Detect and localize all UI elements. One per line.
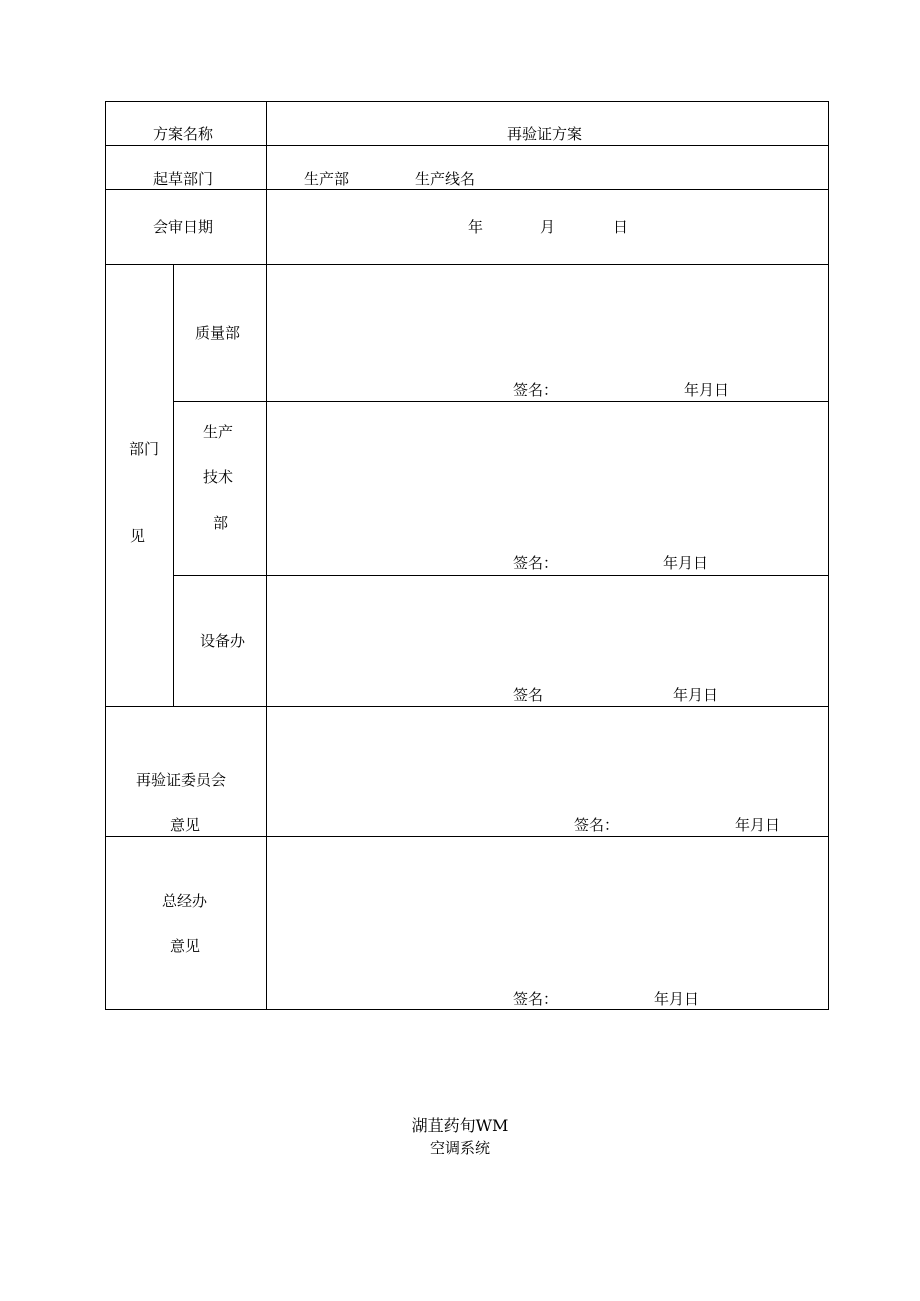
equipment-office-label: 设备办 [200,632,246,650]
plan-name-value: 再验证方案 [507,125,583,143]
prod-tech-label-line3: 部 [213,514,229,532]
dept-opinion-label-suffix: 见 [130,527,146,545]
gm-sign-date: 年月日 [654,990,700,1008]
row-divider [173,401,829,402]
row-divider [105,145,829,146]
prod-tech-sign-label: 签名： [513,554,559,572]
committee-label-suffix: 意见 [170,816,201,834]
review-date-year: 年 [468,218,484,236]
quality-sign-date: 年月日 [684,381,730,399]
gm-sign-label: 签名： [513,990,559,1008]
committee-label: 再验证委员会 [136,771,227,789]
equipment-sign-label: 签名 [513,686,544,704]
plan-name-label: 方案名称 [153,125,214,143]
draft-dept-value: 生产部 [304,170,350,188]
gm-office-label: 总经办 [162,892,208,910]
committee-sign-date: 年月日 [735,816,781,834]
prod-tech-label-line2: 技术 [203,468,234,486]
row-divider [173,575,829,576]
row-divider [105,264,829,265]
footer-line-1: 湖苴药旬WM [411,1116,509,1135]
prod-tech-sign-date: 年月日 [663,554,709,572]
quality-dept-label: 质量部 [195,324,241,342]
review-form-table [105,101,829,1010]
gm-office-label-suffix: 意见 [170,937,201,955]
equipment-sign-date: 年月日 [673,686,719,704]
row-divider [105,836,829,837]
row-divider [105,706,829,707]
review-date-day: 日 [613,218,629,236]
row-divider [105,189,829,190]
quality-sign-label: 签名： [513,381,559,399]
draft-dept-label: 起草部门 [153,170,214,188]
page-footer [0,1115,920,1159]
review-date-label: 会审日期 [153,218,214,236]
prod-tech-label-line1: 生产 [203,423,234,441]
committee-sign-label: 签名： [574,816,620,834]
dept-opinion-label: 部门 [129,440,160,458]
column-divider [266,101,267,1010]
review-date-month: 月 [540,218,556,236]
footer-line-2: 空调系统 [429,1139,490,1157]
draft-line-value: 生产线名 [415,170,476,188]
column-divider [173,264,174,706]
